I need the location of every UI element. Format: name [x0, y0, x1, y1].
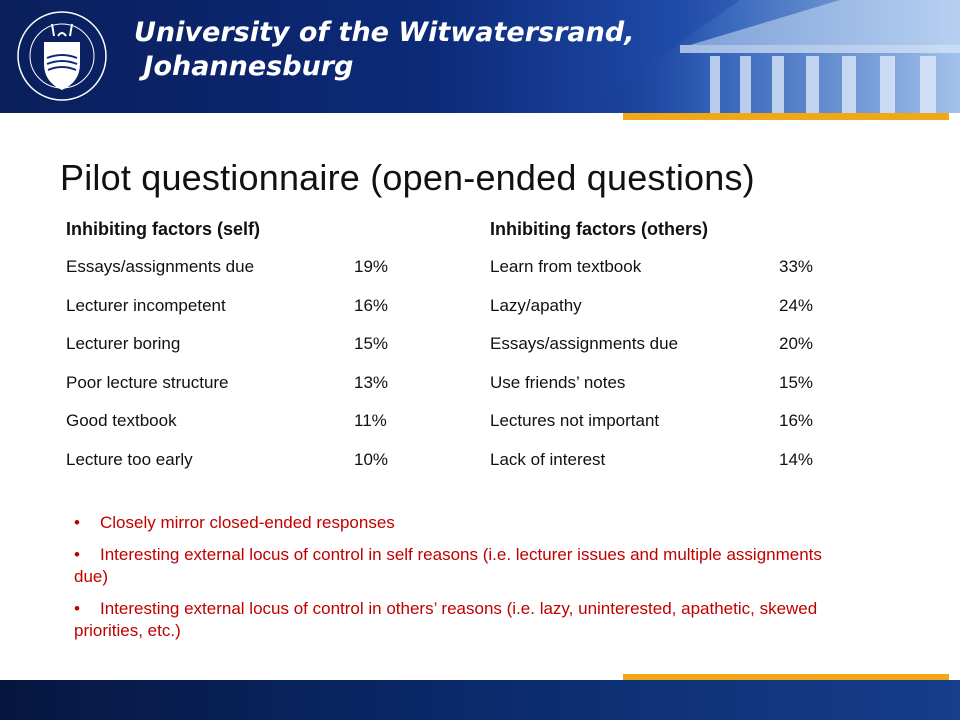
factor-percent: 16% — [779, 411, 814, 430]
factor-label: Poor lecture structure — [66, 372, 229, 392]
table-row — [66, 257, 406, 296]
factor-percent: 11% — [354, 411, 387, 430]
factor-label: Lack of interest — [490, 449, 606, 469]
others-factors-table — [490, 215, 840, 488]
factor-percent: 24% — [779, 295, 814, 315]
footer-band — [0, 680, 960, 720]
factor-label: Lecturer boring — [66, 334, 181, 353]
factor-label: Essays/assignments due — [490, 334, 679, 353]
factor-label: Learn from textbook — [490, 257, 642, 276]
factor-label: Lectures not important — [490, 411, 660, 430]
factor-percent: 15% — [354, 334, 389, 353]
gold-accent-bar-top — [623, 113, 949, 120]
bullet-item — [74, 598, 854, 642]
table-row — [490, 296, 840, 335]
factor-label: Essays/assignments due — [66, 257, 255, 276]
table-row — [490, 334, 840, 373]
self-factors-heading: Inhibiting factors (self) — [66, 219, 261, 239]
table-row — [66, 450, 406, 489]
factor-label: Lazy/apathy — [490, 295, 582, 315]
bullet-marker: • — [74, 513, 80, 532]
bullet-item — [74, 512, 854, 534]
bullet-text: Interesting external locus of control in self reasons (i.e. lecturer issues and multiple assignments due) — [74, 545, 822, 586]
wits-crest-icon — [14, 6, 110, 106]
self-factors-table — [66, 215, 406, 488]
bullet-text: Closely mirror closed-ended responses — [100, 513, 395, 532]
bullet-text: Interesting external locus of control in others’ reasons (i.e. lazy, uninterested, apathetic, skewed priorities, etc.) — [74, 599, 818, 640]
header-banner — [0, 0, 960, 113]
bullet-marker: • — [74, 599, 80, 618]
factor-percent: 16% — [354, 295, 389, 315]
factor-percent: 14% — [779, 449, 814, 469]
table-row — [490, 411, 840, 450]
table-row — [490, 257, 840, 296]
bullet-marker: • — [74, 545, 80, 564]
university-name: University of the Witwatersrand, Johannesburg — [134, 17, 635, 82]
factor-percent: 13% — [354, 372, 389, 392]
factor-percent: 19% — [354, 257, 389, 276]
table-row — [66, 411, 406, 450]
table-row — [66, 373, 406, 412]
factor-percent: 15% — [779, 372, 814, 392]
others-factors-heading: Inhibiting factors (others) — [490, 219, 708, 239]
factor-percent: 10% — [354, 449, 389, 469]
bullet-item — [74, 544, 854, 588]
table-row — [490, 373, 840, 412]
factor-label: Lecture too early — [66, 449, 193, 469]
factor-label: Use friends’ notes — [490, 372, 626, 392]
table-row — [66, 334, 406, 373]
factor-percent: 33% — [779, 257, 814, 276]
table-row — [490, 450, 840, 489]
table-row — [66, 296, 406, 335]
bullet-list — [74, 512, 854, 652]
factor-percent: 20% — [779, 334, 814, 353]
factor-label: Lecturer incompetent — [66, 295, 226, 315]
factor-label: Good textbook — [66, 411, 177, 430]
slide-title: Pilot questionnaire (open-ended questions) — [60, 157, 755, 198]
